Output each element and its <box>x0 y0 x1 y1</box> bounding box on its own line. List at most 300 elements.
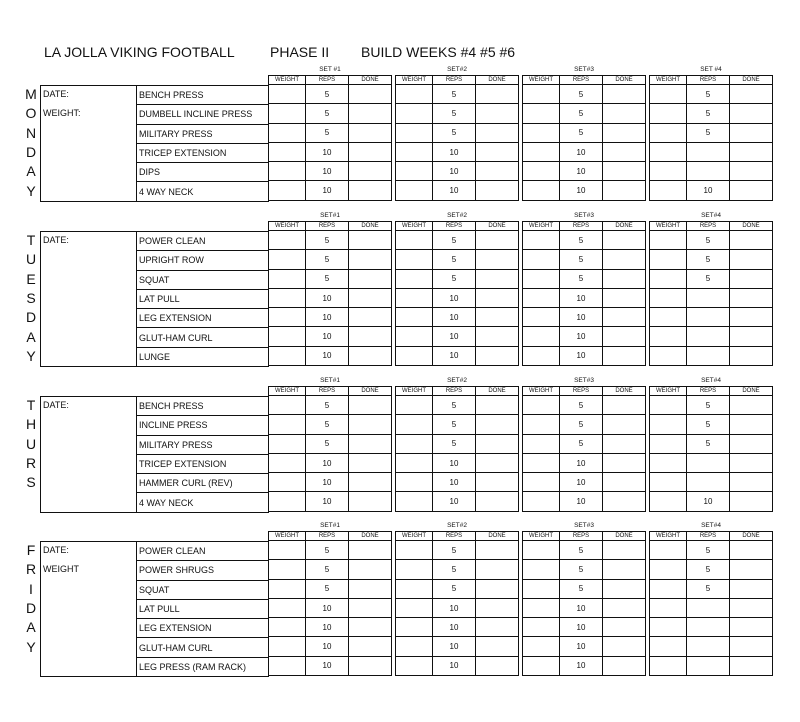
done-cell[interactable] <box>730 656 773 675</box>
done-cell[interactable] <box>730 181 773 200</box>
done-cell[interactable] <box>603 434 646 453</box>
weight-cell[interactable] <box>523 142 560 161</box>
done-cell[interactable] <box>603 579 646 598</box>
reps-cell: 5 <box>433 250 476 269</box>
done-cell[interactable] <box>349 541 392 560</box>
done-cell[interactable] <box>730 327 773 346</box>
weight-cell[interactable] <box>269 618 306 637</box>
reps-cell <box>687 637 730 656</box>
weight-cell[interactable] <box>650 250 687 269</box>
done-cell[interactable] <box>730 162 773 181</box>
weight-cell[interactable] <box>650 123 687 142</box>
weight-cell[interactable] <box>396 637 433 656</box>
done-cell[interactable] <box>476 415 519 434</box>
day-letter: A <box>26 619 36 636</box>
done-cell[interactable] <box>349 85 392 104</box>
weight-cell[interactable] <box>650 85 687 104</box>
weight-cell[interactable] <box>523 327 560 346</box>
done-cell[interactable] <box>730 308 773 327</box>
reps-cell: 5 <box>433 396 476 415</box>
done-cell[interactable] <box>603 250 646 269</box>
weight-cell[interactable] <box>523 250 560 269</box>
reps-column-header: REPS <box>687 387 730 396</box>
weight-column-header: WEIGHT <box>650 222 687 231</box>
done-cell[interactable] <box>730 492 773 511</box>
done-cell[interactable] <box>730 560 773 579</box>
done-cell[interactable] <box>476 288 519 307</box>
weight-cell[interactable] <box>269 231 306 250</box>
weight-cell[interactable] <box>523 473 560 492</box>
done-cell[interactable] <box>349 434 392 453</box>
done-cell[interactable] <box>603 492 646 511</box>
weight-cell[interactable] <box>523 123 560 142</box>
weight-cell[interactable] <box>396 104 433 123</box>
weight-cell[interactable] <box>523 85 560 104</box>
date-weight-field[interactable] <box>41 397 137 513</box>
weight-cell[interactable] <box>523 492 560 511</box>
weight-cell[interactable] <box>650 104 687 123</box>
done-cell[interactable] <box>349 250 392 269</box>
done-cell[interactable] <box>476 181 519 200</box>
done-cell[interactable] <box>730 579 773 598</box>
done-cell[interactable] <box>603 142 646 161</box>
done-cell[interactable] <box>349 453 392 472</box>
reps-cell: 10 <box>560 598 603 617</box>
reps-column-header: REPS <box>560 222 603 231</box>
reps-cell: 10 <box>433 637 476 656</box>
exercise-name: GLUT-HAM CURL <box>137 328 269 347</box>
done-cell[interactable] <box>476 434 519 453</box>
weight-cell[interactable] <box>396 250 433 269</box>
weight-cell[interactable] <box>396 473 433 492</box>
done-cell[interactable] <box>349 231 392 250</box>
reps-column-header: REPS <box>306 222 349 231</box>
weight-cell[interactable] <box>396 231 433 250</box>
set-title: SET#4 <box>701 377 721 384</box>
reps-cell: 5 <box>560 396 603 415</box>
weight-cell[interactable] <box>650 396 687 415</box>
done-cell[interactable] <box>349 104 392 123</box>
done-cell[interactable] <box>730 396 773 415</box>
weight-cell[interactable] <box>269 492 306 511</box>
done-cell[interactable] <box>476 162 519 181</box>
reps-cell: 10 <box>306 656 349 675</box>
weight-cell[interactable] <box>523 598 560 617</box>
reps-cell: 10 <box>433 492 476 511</box>
done-cell[interactable] <box>730 231 773 250</box>
weight-cell[interactable] <box>396 308 433 327</box>
weight-cell[interactable] <box>523 560 560 579</box>
done-cell[interactable] <box>730 346 773 365</box>
reps-cell <box>687 288 730 307</box>
weight-cell[interactable] <box>269 308 306 327</box>
done-cell[interactable] <box>476 656 519 675</box>
reps-column-header: REPS <box>306 532 349 541</box>
done-cell[interactable] <box>349 396 392 415</box>
done-cell[interactable] <box>603 346 646 365</box>
done-cell[interactable] <box>349 656 392 675</box>
reps-cell: 5 <box>306 231 349 250</box>
weight-cell[interactable] <box>269 473 306 492</box>
day-letter: N <box>25 124 37 141</box>
done-cell[interactable] <box>476 598 519 617</box>
reps-cell: 10 <box>306 181 349 200</box>
day-letter: S <box>26 474 36 491</box>
done-column-header: DONE <box>730 76 773 85</box>
set-title: SET #1 <box>319 66 341 73</box>
done-cell[interactable] <box>349 492 392 511</box>
done-column-header: DONE <box>603 387 646 396</box>
done-cell[interactable] <box>476 104 519 123</box>
weight-cell[interactable] <box>650 346 687 365</box>
weight-cell[interactable] <box>269 415 306 434</box>
weight-cell[interactable] <box>396 142 433 161</box>
team-title: LA JOLLA VIKING FOOTBALL <box>44 44 235 60</box>
reps-cell: 5 <box>306 415 349 434</box>
weight-cell[interactable] <box>269 579 306 598</box>
reps-cell: 5 <box>306 560 349 579</box>
done-cell[interactable] <box>349 346 392 365</box>
weight-cell[interactable] <box>523 579 560 598</box>
done-cell[interactable] <box>349 637 392 656</box>
weight-cell[interactable] <box>396 162 433 181</box>
done-cell[interactable] <box>349 618 392 637</box>
weight-cell[interactable] <box>650 269 687 288</box>
reps-cell: 5 <box>560 85 603 104</box>
weight-column-header: WEIGHT <box>396 76 433 85</box>
done-column-header: DONE <box>730 222 773 231</box>
weight-cell[interactable] <box>396 579 433 598</box>
weight-cell[interactable] <box>396 346 433 365</box>
weight-cell[interactable] <box>523 162 560 181</box>
date-weight-field[interactable] <box>41 542 137 677</box>
weight-cell[interactable] <box>523 104 560 123</box>
weight-cell[interactable] <box>650 618 687 637</box>
done-column-header: DONE <box>603 76 646 85</box>
done-cell[interactable] <box>730 541 773 560</box>
done-cell[interactable] <box>730 453 773 472</box>
weight-cell[interactable] <box>396 415 433 434</box>
done-cell[interactable] <box>476 269 519 288</box>
done-cell[interactable] <box>603 123 646 142</box>
weight-cell[interactable] <box>523 656 560 675</box>
reps-cell: 5 <box>560 560 603 579</box>
weight-cell[interactable] <box>650 598 687 617</box>
done-cell[interactable] <box>730 123 773 142</box>
weight-column-header: WEIGHT <box>523 387 560 396</box>
weight-cell[interactable] <box>396 327 433 346</box>
weight-cell[interactable] <box>650 142 687 161</box>
done-cell[interactable] <box>603 269 646 288</box>
done-cell[interactable] <box>603 598 646 617</box>
reps-cell: 5 <box>433 434 476 453</box>
weight-cell[interactable] <box>650 637 687 656</box>
day-letter: U <box>25 251 37 268</box>
weight-cell[interactable] <box>269 560 306 579</box>
reps-column-header: REPS <box>433 222 476 231</box>
weight-cell[interactable] <box>650 560 687 579</box>
weight-cell[interactable] <box>269 250 306 269</box>
weight-cell[interactable] <box>523 453 560 472</box>
done-cell[interactable] <box>730 637 773 656</box>
weight-cell[interactable] <box>523 618 560 637</box>
reps-cell: 5 <box>560 541 603 560</box>
reps-cell: 10 <box>560 288 603 307</box>
reps-cell: 5 <box>433 560 476 579</box>
weight-cell[interactable] <box>269 104 306 123</box>
weight-column-header: WEIGHT <box>650 76 687 85</box>
done-cell[interactable] <box>476 123 519 142</box>
done-cell[interactable] <box>349 308 392 327</box>
exercise-name: SQUAT <box>137 580 269 599</box>
day-letter: M <box>25 86 37 102</box>
done-cell[interactable] <box>603 308 646 327</box>
reps-cell: 5 <box>560 415 603 434</box>
done-cell[interactable] <box>476 637 519 656</box>
done-cell[interactable] <box>476 579 519 598</box>
weight-cell[interactable] <box>269 453 306 472</box>
weight-cell[interactable] <box>269 346 306 365</box>
weight-cell[interactable] <box>523 415 560 434</box>
day-letter: Y <box>26 182 36 199</box>
done-column-header: DONE <box>476 387 519 396</box>
done-cell[interactable] <box>730 104 773 123</box>
exercise-name: LEG EXTENSION <box>137 619 269 638</box>
weight-cell[interactable] <box>650 473 687 492</box>
reps-column-header: REPS <box>560 387 603 396</box>
done-cell[interactable] <box>730 473 773 492</box>
done-cell[interactable] <box>730 85 773 104</box>
weight-cell[interactable] <box>523 231 560 250</box>
weight-cell[interactable] <box>523 346 560 365</box>
weight-cell[interactable] <box>269 162 306 181</box>
weight-cell[interactable] <box>269 656 306 675</box>
done-cell[interactable] <box>476 142 519 161</box>
done-cell[interactable] <box>476 346 519 365</box>
weight-cell[interactable] <box>269 288 306 307</box>
set-table <box>649 531 773 676</box>
weight-cell[interactable] <box>396 453 433 472</box>
done-cell[interactable] <box>349 288 392 307</box>
reps-cell: 10 <box>433 618 476 637</box>
weight-cell[interactable] <box>396 656 433 675</box>
done-cell[interactable] <box>603 85 646 104</box>
weight-cell[interactable] <box>396 434 433 453</box>
date-weight-field[interactable] <box>41 86 137 202</box>
reps-column-header: REPS <box>433 532 476 541</box>
done-cell[interactable] <box>603 618 646 637</box>
done-cell[interactable] <box>349 579 392 598</box>
weight-cell[interactable] <box>523 269 560 288</box>
done-cell[interactable] <box>603 162 646 181</box>
done-cell[interactable] <box>730 142 773 161</box>
done-cell[interactable] <box>476 492 519 511</box>
weight-cell[interactable] <box>650 327 687 346</box>
done-cell[interactable] <box>603 231 646 250</box>
weight-cell[interactable] <box>269 396 306 415</box>
done-cell[interactable] <box>603 396 646 415</box>
weight-cell[interactable] <box>523 541 560 560</box>
done-cell[interactable] <box>476 231 519 250</box>
weeks-title: BUILD WEEKS #4 #5 #6 <box>361 44 516 60</box>
weight-column-header: WEIGHT <box>650 532 687 541</box>
done-cell[interactable] <box>349 560 392 579</box>
done-cell[interactable] <box>603 637 646 656</box>
exercise-name: INCLINE PRESS <box>137 416 269 435</box>
weight-cell[interactable] <box>650 541 687 560</box>
done-cell[interactable] <box>603 288 646 307</box>
done-cell[interactable] <box>603 541 646 560</box>
done-cell[interactable] <box>349 598 392 617</box>
weight-cell[interactable] <box>396 85 433 104</box>
done-cell[interactable] <box>476 308 519 327</box>
reps-cell: 10 <box>433 473 476 492</box>
done-cell[interactable] <box>603 560 646 579</box>
weight-cell[interactable] <box>396 269 433 288</box>
day-letter: I <box>29 580 33 597</box>
day-letter: H <box>25 416 37 433</box>
day-letter: D <box>25 143 37 160</box>
date-weight-field[interactable] <box>41 232 137 367</box>
weight-cell[interactable] <box>523 288 560 307</box>
set-table <box>268 221 392 366</box>
reps-cell: 5 <box>560 434 603 453</box>
exercise-name: POWER SHRUGS <box>137 561 269 580</box>
weight-cell[interactable] <box>650 434 687 453</box>
done-cell[interactable] <box>730 269 773 288</box>
weight-cell[interactable] <box>650 415 687 434</box>
exercise-table <box>40 231 269 367</box>
weight-cell[interactable] <box>396 181 433 200</box>
done-cell[interactable] <box>476 618 519 637</box>
reps-cell: 5 <box>687 541 730 560</box>
weight-cell[interactable] <box>269 142 306 161</box>
done-cell[interactable] <box>349 415 392 434</box>
weight-cell[interactable] <box>269 181 306 200</box>
weight-cell[interactable] <box>269 269 306 288</box>
weight-cell[interactable] <box>269 85 306 104</box>
reps-cell: 10 <box>560 618 603 637</box>
weight-cell[interactable] <box>269 123 306 142</box>
weight-cell[interactable] <box>396 618 433 637</box>
done-cell[interactable] <box>476 327 519 346</box>
reps-cell: 10 <box>306 308 349 327</box>
weight-cell[interactable] <box>269 598 306 617</box>
done-cell[interactable] <box>349 269 392 288</box>
done-cell[interactable] <box>603 327 646 346</box>
set-table <box>522 221 646 366</box>
done-cell[interactable] <box>603 104 646 123</box>
reps-cell: 10 <box>306 142 349 161</box>
reps-cell: 5 <box>560 123 603 142</box>
weight-cell[interactable] <box>269 541 306 560</box>
done-cell[interactable] <box>730 250 773 269</box>
weight-cell[interactable] <box>523 181 560 200</box>
set-title: SET#2 <box>447 522 467 529</box>
weight-cell[interactable] <box>650 656 687 675</box>
reps-cell: 5 <box>687 85 730 104</box>
day-letter: S <box>26 289 36 306</box>
weight-cell[interactable] <box>523 308 560 327</box>
set-table <box>395 221 519 366</box>
weight-cell[interactable] <box>650 231 687 250</box>
weight-cell[interactable] <box>396 598 433 617</box>
done-cell[interactable] <box>476 560 519 579</box>
done-cell[interactable] <box>730 288 773 307</box>
weight-cell[interactable] <box>269 327 306 346</box>
done-cell[interactable] <box>349 123 392 142</box>
weight-cell[interactable] <box>396 396 433 415</box>
done-cell[interactable] <box>730 434 773 453</box>
weight-cell[interactable] <box>650 492 687 511</box>
done-column-header: DONE <box>730 387 773 396</box>
weight-cell[interactable] <box>396 123 433 142</box>
exercise-name: LUNGE <box>137 347 269 366</box>
done-cell[interactable] <box>603 473 646 492</box>
reps-cell <box>687 656 730 675</box>
weight-cell[interactable] <box>650 308 687 327</box>
done-cell[interactable] <box>349 327 392 346</box>
done-cell[interactable] <box>603 656 646 675</box>
weight-cell[interactable] <box>396 492 433 511</box>
reps-cell: 5 <box>306 85 349 104</box>
done-cell[interactable] <box>349 181 392 200</box>
weight-cell[interactable] <box>523 396 560 415</box>
done-cell[interactable] <box>603 415 646 434</box>
weight-cell[interactable] <box>523 434 560 453</box>
reps-cell: 10 <box>306 327 349 346</box>
weight-cell[interactable] <box>269 434 306 453</box>
exercise-name: MILITARY PRESS <box>137 124 269 143</box>
weight-cell[interactable] <box>396 541 433 560</box>
weight-cell[interactable] <box>523 637 560 656</box>
weight-cell[interactable] <box>650 181 687 200</box>
done-cell[interactable] <box>730 415 773 434</box>
weight-cell[interactable] <box>650 288 687 307</box>
done-cell[interactable] <box>476 473 519 492</box>
reps-cell: 10 <box>560 327 603 346</box>
done-cell[interactable] <box>476 541 519 560</box>
done-cell[interactable] <box>476 396 519 415</box>
reps-cell: 5 <box>306 250 349 269</box>
weight-cell[interactable] <box>650 579 687 598</box>
done-column-header: DONE <box>476 532 519 541</box>
exercise-name: LAT PULL <box>137 599 269 618</box>
done-cell[interactable] <box>476 453 519 472</box>
done-cell[interactable] <box>476 250 519 269</box>
done-cell[interactable] <box>730 598 773 617</box>
exercise-name: 4 WAY NECK <box>137 182 269 201</box>
done-cell[interactable] <box>603 181 646 200</box>
weight-cell[interactable] <box>650 162 687 181</box>
done-cell[interactable] <box>349 162 392 181</box>
weight-cell[interactable] <box>269 637 306 656</box>
done-cell[interactable] <box>349 142 392 161</box>
weight-column-header: WEIGHT <box>523 76 560 85</box>
done-cell[interactable] <box>603 453 646 472</box>
done-cell[interactable] <box>349 473 392 492</box>
weight-cell[interactable] <box>396 560 433 579</box>
weight-cell[interactable] <box>650 453 687 472</box>
reps-cell: 5 <box>560 250 603 269</box>
set-title: SET#1 <box>320 377 340 384</box>
weight-cell[interactable] <box>396 288 433 307</box>
day-letter: T <box>26 232 36 248</box>
set-title: SET#4 <box>701 522 721 529</box>
done-cell[interactable] <box>476 85 519 104</box>
done-cell[interactable] <box>730 618 773 637</box>
reps-cell: 10 <box>433 181 476 200</box>
